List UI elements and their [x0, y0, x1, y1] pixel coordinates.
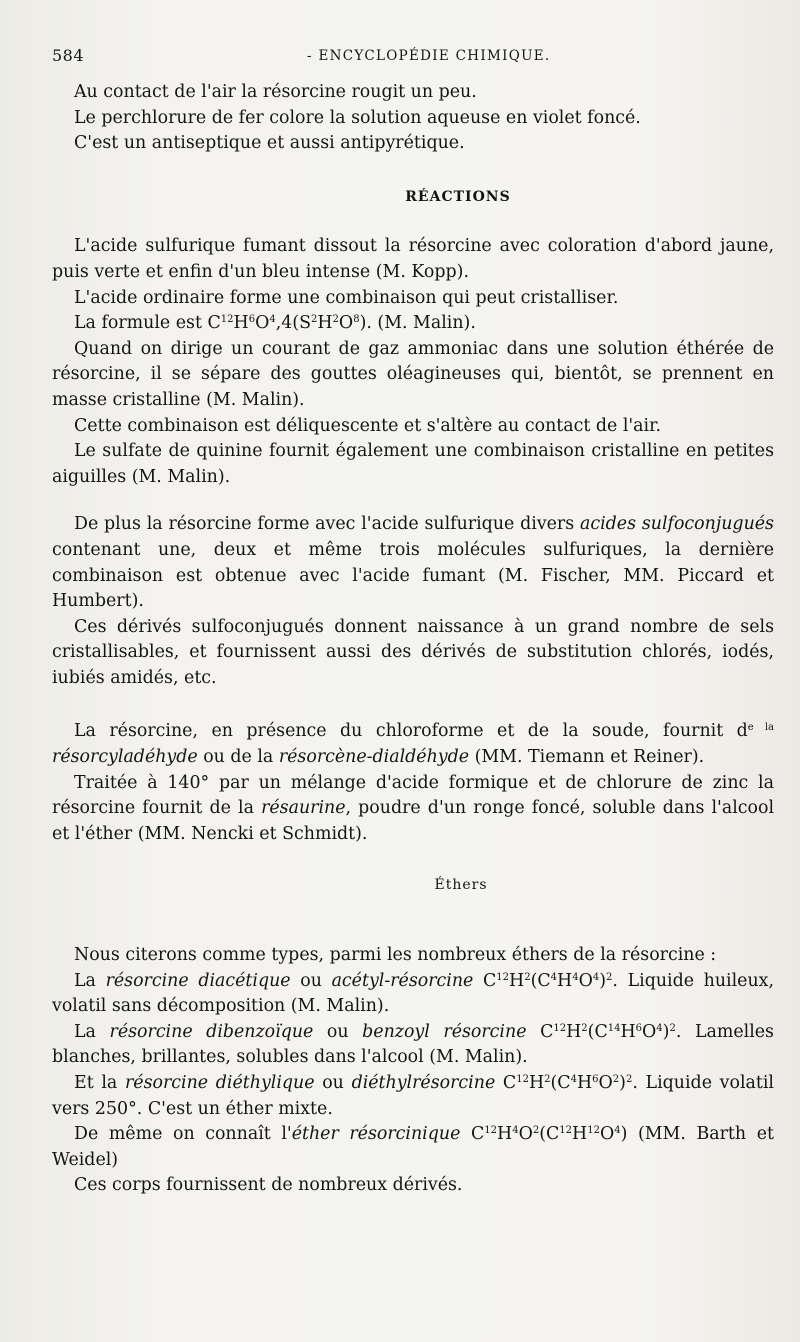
- reactions-paragraph-5: Cette combinaison est déliquescente et s'altère au contact de l'air.: [74, 415, 662, 436]
- reactions-paragraph-1: L'acide sulfurique fumant dissout la résorcine avec coloration d'abord jaune, puis verte et enfin d'un bleu intense (M. Kopp).: [52, 236, 774, 282]
- reactions-paragraph-9: La résorcine, en présence du chloroforme et de la soude, fournit $d^{e la}$ résorcyladéhyde ou de la résorcène-dialdéhyde (MM. Tiemann et Reiner).: [52, 721, 774, 768]
- page-header: [52, 44, 752, 72]
- intro-line-1: Au contact de l'air la résorcine rougit un peu.: [74, 82, 477, 102]
- reactions-paragraph-4: Quand on dirige un courant de gaz ammoniac dans une solution éthérée de résorcine, il se sépare des gouttes oléagineuses qui, bientôt, se prennent en masse cristalline (M. Malin).: [52, 338, 774, 410]
- ethers-paragraph-3: La résorcine dibenzoïque ou benzoyl résorcine $C^{12}H^2(C^{14}H^6O^4)^2$. Lamelles blanches, brillantes, solubles dans l'alcool (M. Malin).: [52, 1021, 774, 1068]
- reactions-paragraph-7: De plus la résorcine forme avec l'acide sulfurique divers acides sulfoconjugués contenant une, deux et même trois molécules sulfuriques, la dernière combinaison est obtenue avec l'acide fumant (M. Fischer, MM. Piccard et Humbert).: [52, 514, 774, 612]
- ethers-paragraph-2: La résorcine diacétique ou acétyl-résorcine $C^{12}H^2(C^4H^4O^4)^2$. Liquide huileux, volatil sans décomposition (M. Malin).: [52, 970, 775, 1017]
- chemical-formula: $C^{12}H^2(C^{14}H^6O^4)^2$: [540, 1021, 676, 1042]
- reactions-paragraph-10: Traitée à 140° par un mélange d'acide formique et de chlorure de zinc la résorcine fournit de la résaurine, poudre d'un ronge foncé, soluble dans l'alcool et l'éther (MM. Nencki et Schmidt).: [52, 772, 775, 844]
- reactions-paragraph-6: Le sulfate de quinine fournit également une combinaison cristalline en petites aiguilles (M. Malin).: [52, 441, 774, 487]
- reactions-paragraph-3: La formule est $C^{12}H^6O^4,4(S^2H^2O^8)$. (M. Malin).: [74, 313, 476, 334]
- spacer: [52, 490, 774, 512]
- intro-line-2: Le perchlorure de fer colore la solution aqueuse en violet foncé.: [74, 107, 641, 128]
- chemical-formula: $C^{12}H^2(C^4H^4O^4)^2$: [482, 970, 613, 991]
- page-number: 584: [52, 46, 85, 65]
- ethers-paragraph-4: Et la résorcine diéthylique ou diéthylrésorcine $C^{12}H^2(C^4H^6O^2)^2$. Liquide volatil vers 250°. C'est un éther mixte.: [52, 1073, 774, 1119]
- intro-line-3: C'est un antiseptique et aussi antipyrétique.: [74, 133, 465, 154]
- chemical-formula: $C^{12}H^2(C^4H^6O^2)^2$: [502, 1073, 633, 1093]
- body-text: [52, 80, 774, 1199]
- ethers-paragraph-1: Nous citerons comme types, parmi les nombreux éthers de la résorcine :: [74, 945, 717, 966]
- chemical-formula: $C^{12}H^4O^2(C^{12}H^{12}O^4)$: [470, 1124, 628, 1145]
- ethers-paragraph-6: Ces corps fournissent de nombreux dérivés.: [74, 1175, 463, 1196]
- section-heading-ethers: Éthers: [434, 877, 488, 894]
- reactions-paragraph-8: Ces dérivés sulfoconjugués donnent naissance à un grand nombre de sels cristallisables, et fournissent aussi des dérivés de substitution chlorés, iodés, iubiés amidés, etc.: [52, 616, 774, 688]
- spacer: [52, 691, 774, 719]
- section-heading-reactions: RÉACTIONS: [405, 188, 511, 205]
- running-title: - ENCYCLOPÉDIE CHIMIQUE.: [307, 48, 551, 64]
- ethers-paragraph-5: De même on connaît l'éther résorcinique $C^{12}H^4O^2(C^{12}H^{12}O^4)$ (MM. Barth et Weidel): [52, 1124, 774, 1170]
- reactions-paragraph-2: L'acide ordinaire forme une combinaison qui peut cristalliser.: [74, 287, 619, 308]
